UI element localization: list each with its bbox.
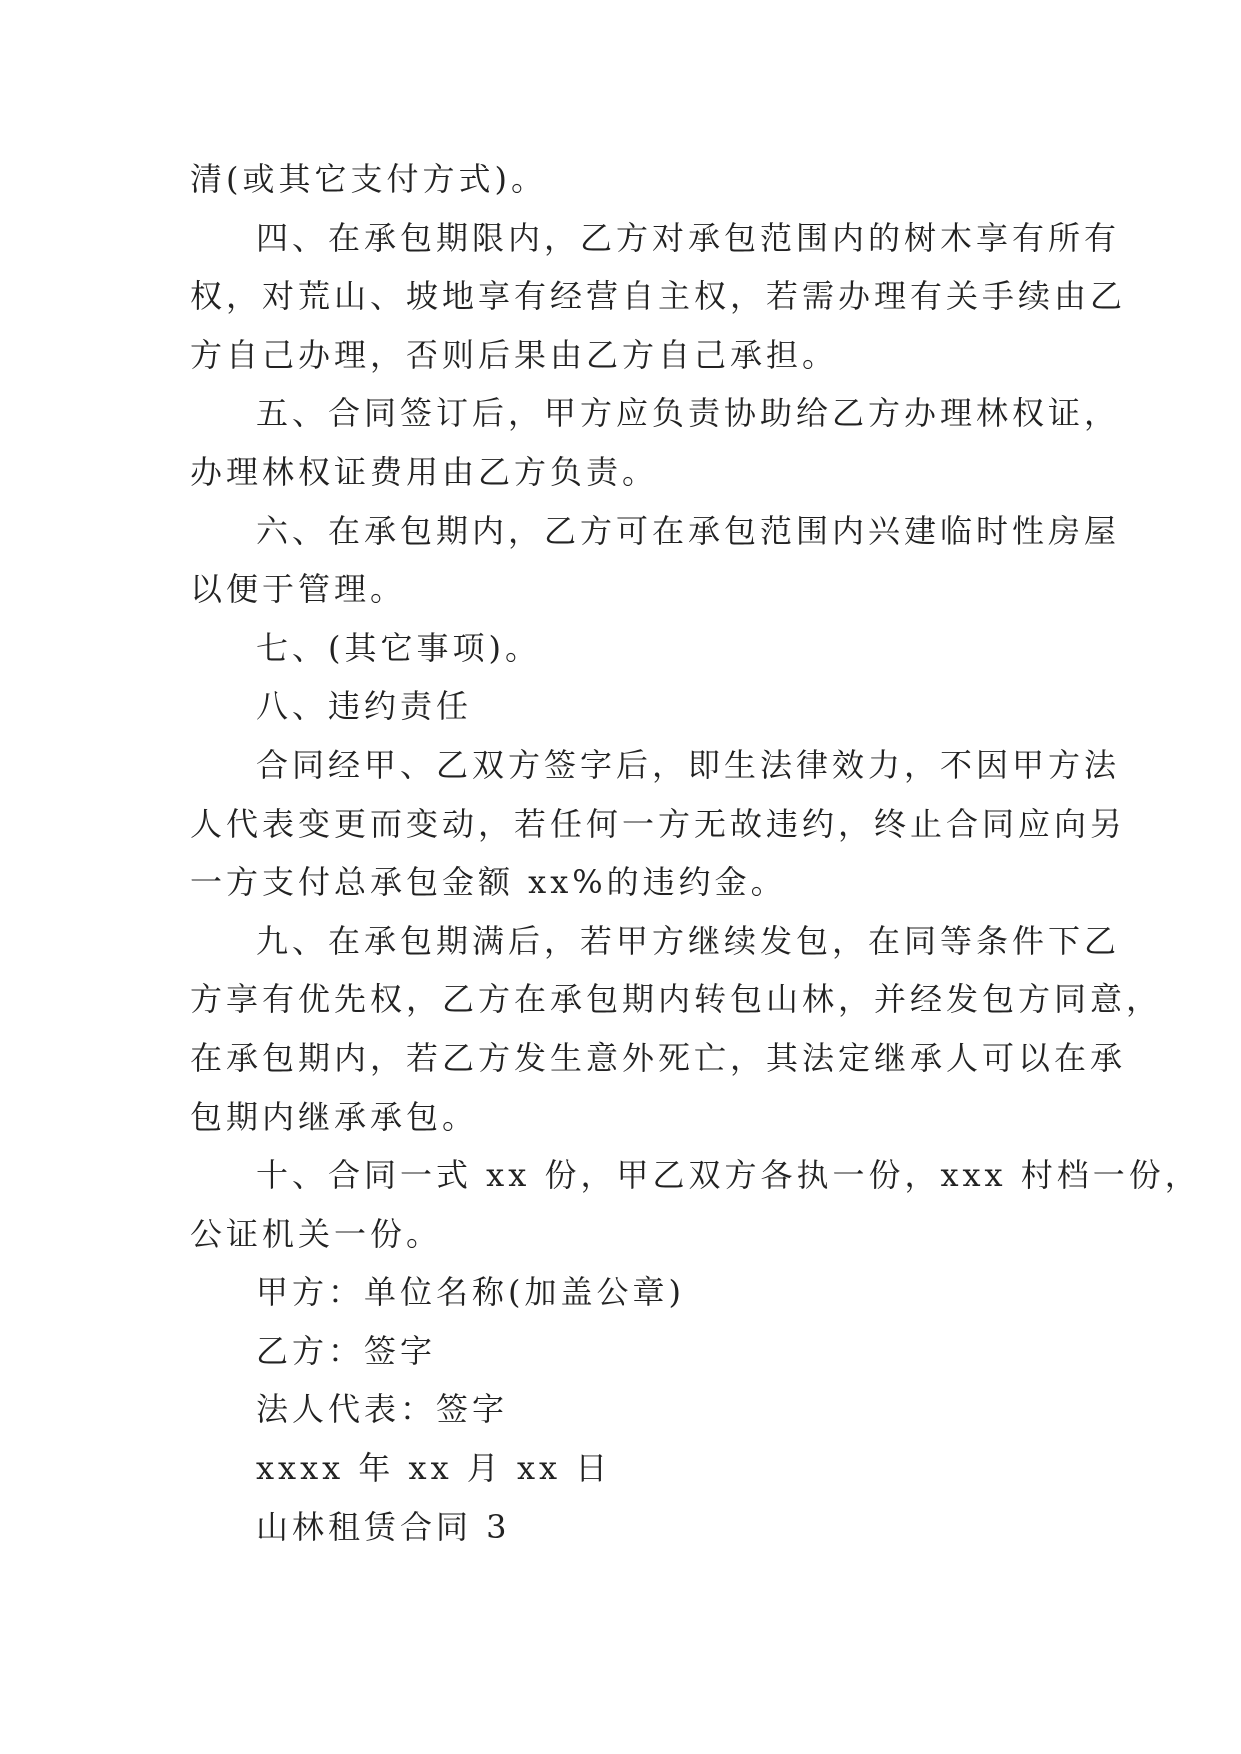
text-line: 五、合同签订后，甲方应负责协助给乙方办理林权证， xyxy=(256,394,1121,433)
paragraph-clause-4 xyxy=(190,209,1127,385)
text-line: 七、(其它事项)。 xyxy=(256,628,541,667)
text-line: xxxx 年 xx 月 xx 日 xyxy=(256,1449,612,1488)
text-line: 办理林权证费用由乙方负责。 xyxy=(190,452,659,491)
text-line: 一方支付总承包金额 xx%的违约金。 xyxy=(190,863,787,902)
text-line: 清(或其它支付方式)。 xyxy=(190,160,547,198)
paragraph-breach-liability xyxy=(190,736,1127,912)
signature-party-a xyxy=(190,1263,1090,1322)
paragraph-clause-6 xyxy=(190,502,1121,619)
signing-date xyxy=(190,1439,1090,1498)
text-line: 甲方：单位名称(加盖公章) xyxy=(256,1273,685,1312)
text-line: 方自己办理，否则后果由乙方自己承担。 xyxy=(190,335,839,374)
text-line: 方享有优先权，乙方在承包期内转包山林，并经发包方同意， xyxy=(190,980,1163,1019)
paragraph-clause-5 xyxy=(190,384,1121,501)
document-body xyxy=(190,150,1201,1556)
text-line: 六、在承包期内，乙方可在承包范围内兴建临时性房屋 xyxy=(256,511,1121,550)
paragraph-payment-continued xyxy=(190,150,1090,209)
heading-clause-8 xyxy=(190,677,1090,736)
text-line: 以便于管理。 xyxy=(190,570,407,609)
text-line: 法人代表：签字 xyxy=(256,1390,509,1429)
text-line: 合同经甲、乙双方签字后，即生法律效力，不因甲方法 xyxy=(256,745,1121,784)
text-line: 在承包期内，若乙方发生意外死亡，其法定继承人可以在承 xyxy=(190,1038,1127,1077)
text-line: 九、在承包期满后，若甲方继续发包，在同等条件下乙 xyxy=(256,921,1121,960)
text-line: 山林租赁合同 3 xyxy=(256,1507,511,1546)
text-line: 乙方：签字 xyxy=(256,1331,437,1370)
section-title-contract-3 xyxy=(190,1498,1090,1557)
text-line: 四、在承包期限内，乙方对承包范围内的树木享有所有 xyxy=(256,218,1121,257)
signature-party-b xyxy=(190,1322,1090,1381)
signature-legal-representative xyxy=(190,1380,1090,1439)
paragraph-clause-10 xyxy=(190,1146,1201,1263)
text-line: 十、合同一式 xx 份，甲乙双方各执一份，xxx 村档一份， xyxy=(256,1156,1201,1195)
text-line: 公证机关一份。 xyxy=(190,1214,443,1253)
paragraph-clause-7 xyxy=(190,619,1090,678)
text-line: 包期内继承承包。 xyxy=(190,1097,479,1136)
text-line: 人代表变更而变动，若任何一方无故违约，终止合同应向另 xyxy=(190,804,1127,843)
text-line: 八、违约责任 xyxy=(256,687,473,726)
paragraph-clause-9 xyxy=(190,912,1163,1146)
text-line: 权，对荒山、坡地享有经营自主权，若需办理有关手续由乙 xyxy=(190,277,1127,316)
